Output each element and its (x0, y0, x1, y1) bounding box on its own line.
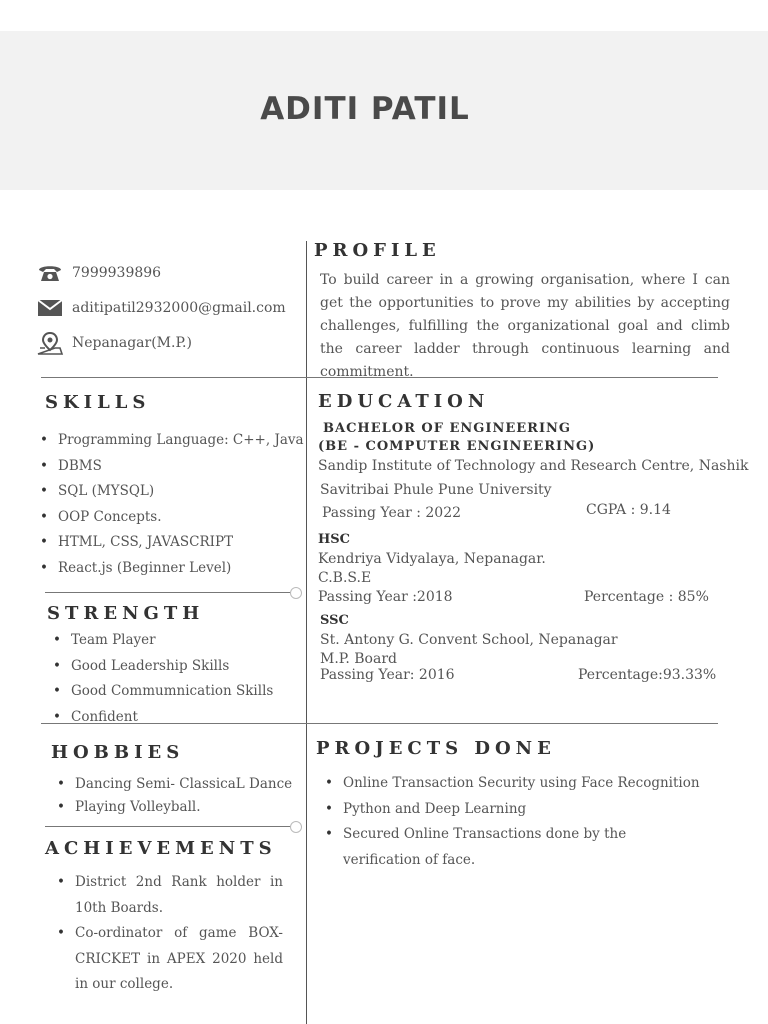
column-divider (306, 241, 307, 1024)
ssc-board: M.P. Board (320, 651, 397, 667)
be-passing-year: Passing Year : 2022 (322, 505, 462, 521)
list-item: • Team Player (53, 628, 273, 654)
profile-text: To build career in a growing organisation, where I can get the opportunities to prove my abilities by accepting challenges, fulfilling the organizational goal and climb the career ladder through continuous learning and commitment. (320, 272, 730, 380)
divider-dot (290, 587, 302, 599)
divider-skills-strength (45, 592, 291, 593)
hobbies-list (57, 773, 292, 819)
hobbies-heading: HOBBIES (51, 742, 185, 763)
ssc-passing-year: Passing Year: 2016 (320, 667, 455, 683)
hsc-title: HSC (318, 532, 351, 547)
achievements-heading: ACHIEVEMENTS (45, 838, 277, 859)
hsc-board: C.B.S.E (318, 570, 372, 586)
contact-location (36, 331, 192, 355)
profile-heading: PROFILE (314, 240, 441, 261)
hsc-percentage: Percentage : 85% (584, 589, 709, 605)
education-heading: EDUCATION (318, 391, 490, 412)
list-item: • Online Transaction Security using Face Recognition (325, 771, 705, 797)
email-address: aditipatil2932000@gmail.com (72, 300, 286, 316)
list-item: • OOP Concepts. (40, 505, 304, 531)
ssc-percentage: Percentage:93.33% (578, 667, 717, 683)
location: Nepanagar(M.P.) (72, 335, 192, 351)
list-item: • React.js (Beginner Level) (40, 556, 304, 582)
ssc-school: St. Antony G. Convent School, Nepanagar (320, 632, 618, 648)
skills-list (40, 428, 304, 582)
list-item: • Good Commumnication Skills (53, 679, 273, 705)
phone-icon (36, 261, 64, 285)
divider-hobbies-achievements (45, 826, 291, 827)
list-item: • Good Leadership Skills (53, 654, 273, 680)
projects-heading: PROJECTS DONE (316, 738, 556, 759)
projects-list (325, 771, 705, 873)
list-item: • Confident (53, 705, 273, 731)
strength-heading: STRENGTH (47, 603, 205, 624)
degree-branch: (BE - COMPUTER ENGINEERING) (318, 439, 596, 454)
list-item: • District 2nd Rank holder in 10th Boards. (57, 870, 283, 921)
skills-heading: SKILLS (45, 392, 151, 413)
be-university: Savitribai Phule Pune University (320, 482, 552, 498)
location-pin-icon (36, 331, 64, 355)
divider-dot (290, 821, 302, 833)
ssc-title: SSC (320, 613, 349, 628)
list-item: • Programming Language: C++, Java (40, 428, 304, 454)
phone-number: 7999939896 (72, 265, 162, 281)
contact-phone (36, 261, 161, 285)
mail-icon (36, 296, 64, 320)
degree-title: BACHELOR OF ENGINEERING (323, 421, 572, 436)
list-item: • Playing Volleyball. (57, 796, 292, 819)
achievements-list (57, 870, 283, 998)
list-item: • Python and Deep Learning (325, 797, 705, 823)
list-item: • Secured Online Transactions done by the verification of face. (325, 822, 705, 873)
contact-email (36, 296, 286, 320)
hsc-school: Kendriya Vidyalaya, Nepanagar. (318, 551, 546, 567)
list-item: • HTML, CSS, JAVASCRIPT (40, 530, 304, 556)
hsc-passing-year: Passing Year :2018 (318, 589, 453, 605)
be-cgpa: CGPA : 9.14 (586, 502, 671, 518)
strength-list (53, 628, 273, 730)
list-item: • SQL (MYSQL) (40, 479, 304, 505)
candidate-name: ADITI PATIL (260, 91, 470, 127)
list-item: • DBMS (40, 454, 304, 480)
list-item: • Dancing Semi- ClassicaL Dance (57, 773, 292, 796)
be-college: Sandip Institute of Technology and Research Centre, Nashik (318, 458, 749, 474)
list-item: • Co-ordinator of game BOX-CRICKET in APEX 2020 held in our college. (57, 921, 283, 998)
